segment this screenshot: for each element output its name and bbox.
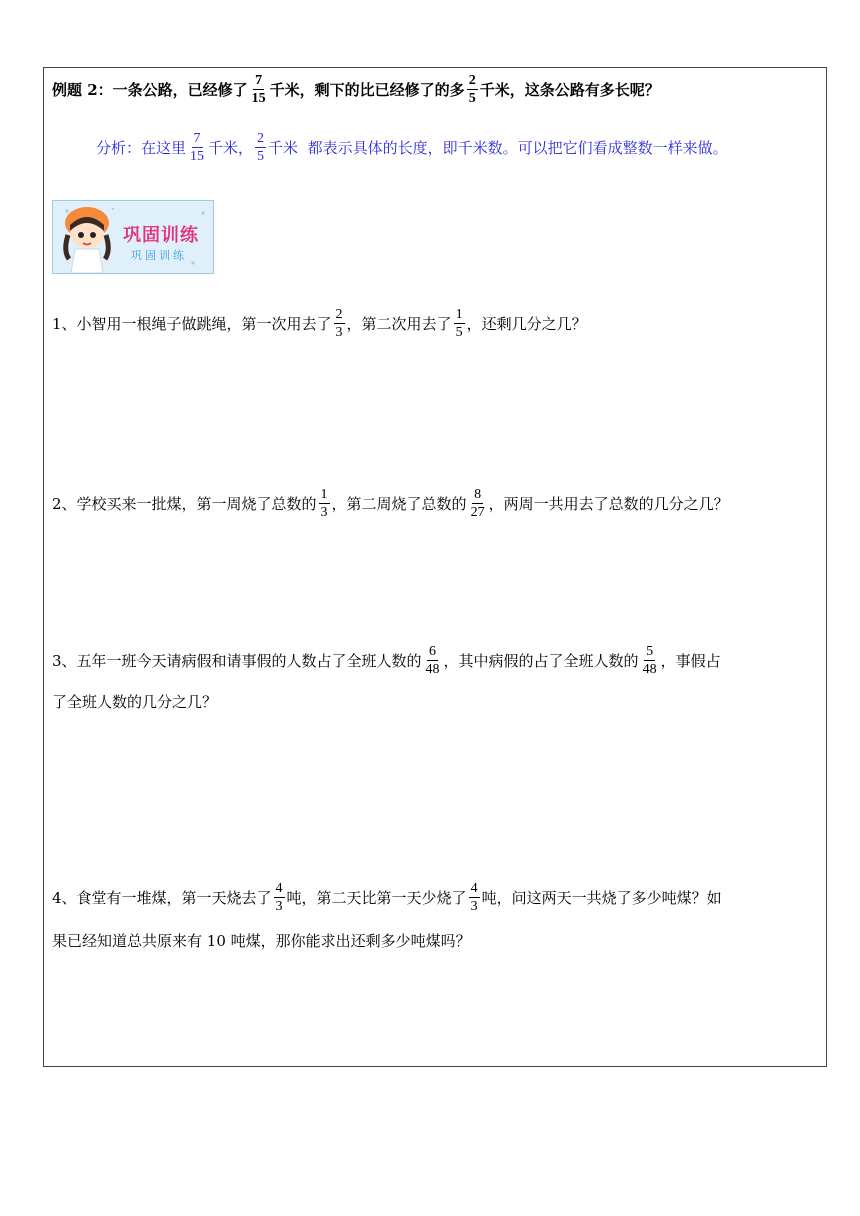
fraction [469, 880, 480, 915]
denominator: 27 [470, 505, 485, 520]
question-4 [52, 880, 722, 915]
numerator: 6 [429, 644, 437, 659]
question-2 [52, 486, 729, 521]
denominator: 3 [320, 505, 328, 520]
example-2-text-1: 例题 2：一条公路，已经修了 [52, 81, 248, 99]
fraction [188, 130, 206, 165]
denominator: 15 [190, 149, 205, 164]
numerator: 8 [474, 487, 482, 502]
question-1-text-1: 1、小智用一根绳子做跳绳，第一次用去了 [52, 315, 332, 333]
question-3-text-3: ，事假占 [660, 652, 721, 670]
fraction [334, 306, 345, 341]
numerator: 2 [335, 307, 343, 322]
fraction [641, 643, 659, 678]
question-4-text-2: 吨，第二天比第一天少烧了 [286, 889, 467, 907]
denominator: 5 [468, 91, 476, 106]
analysis [96, 130, 728, 165]
denominator: 3 [275, 899, 283, 914]
question-3-text-1: 3、五年一班今天请病假和请事假的人数占了全班人数的 [52, 652, 422, 670]
question-2-text-2: ，第二周烧了总数的 [331, 495, 467, 513]
numerator: 7 [193, 131, 201, 146]
fraction [255, 130, 266, 165]
question-1-text-3: ，还剩几分之几？ [466, 315, 587, 333]
denominator: 15 [251, 91, 266, 106]
question-3 [52, 643, 721, 678]
analysis-text-1: 分析：在这里 [96, 139, 187, 157]
numerator: 1 [455, 307, 463, 322]
denominator: 5 [455, 325, 463, 340]
example-2 [52, 72, 660, 107]
question-1-text-2: ，第二次用去了 [346, 315, 452, 333]
badge-subtitle: 巩固训练 [131, 249, 187, 262]
numerator: 4 [470, 881, 478, 896]
fraction [467, 72, 478, 107]
consolidation-practice-badge [52, 200, 214, 274]
question-3-text-2: ，其中病假的占了全班人数的 [443, 652, 639, 670]
numerator: 4 [275, 881, 283, 896]
question-3-line-2 [52, 691, 217, 712]
question-1 [52, 306, 587, 341]
denominator: 48 [642, 662, 657, 677]
example-2-text-3: 千米，这条公路有多长呢？ [479, 81, 660, 99]
fraction [274, 880, 285, 915]
denominator: 3 [470, 899, 478, 914]
question-2-text-1: 2、学校买来一批煤，第一周烧了总数的 [52, 495, 317, 513]
question-4-text-4: 果已经知道总共原来有 10 吨煤，那你能求出还剩多少吨煤吗？ [52, 932, 471, 950]
question-3-text-4: 了全班人数的几分之几？ [52, 693, 218, 711]
numerator: 2 [257, 131, 265, 146]
numerator: 5 [646, 644, 654, 659]
analysis-text-2: 千米， [208, 139, 254, 157]
fraction [469, 486, 487, 521]
question-2-text-3: ，两周一共用去了总数的几分之几？ [488, 495, 729, 513]
fraction [454, 306, 465, 341]
question-4-text-1: 4、食堂有一堆煤，第一天烧去了 [52, 889, 272, 907]
fraction [250, 72, 268, 107]
numerator: 7 [255, 73, 263, 88]
analysis-text-3: 千米 都表示具体的长度，即千米数。可以把它们看成整数一样来做。 [268, 139, 728, 157]
question-4-text-3: 吨，问这两天一共烧了多少吨煤？如 [481, 889, 722, 907]
example-2-text-2: 千米，剩下的比已经修了的多 [269, 81, 465, 99]
badge-title: 巩固训练 [123, 225, 199, 246]
fraction [424, 643, 442, 678]
numerator: 2 [468, 73, 476, 88]
denominator: 48 [425, 662, 440, 677]
question-4-line-2 [52, 930, 471, 951]
numerator: 1 [320, 487, 328, 502]
denominator: 5 [257, 149, 265, 164]
fraction [319, 486, 330, 521]
denominator: 3 [335, 325, 343, 340]
